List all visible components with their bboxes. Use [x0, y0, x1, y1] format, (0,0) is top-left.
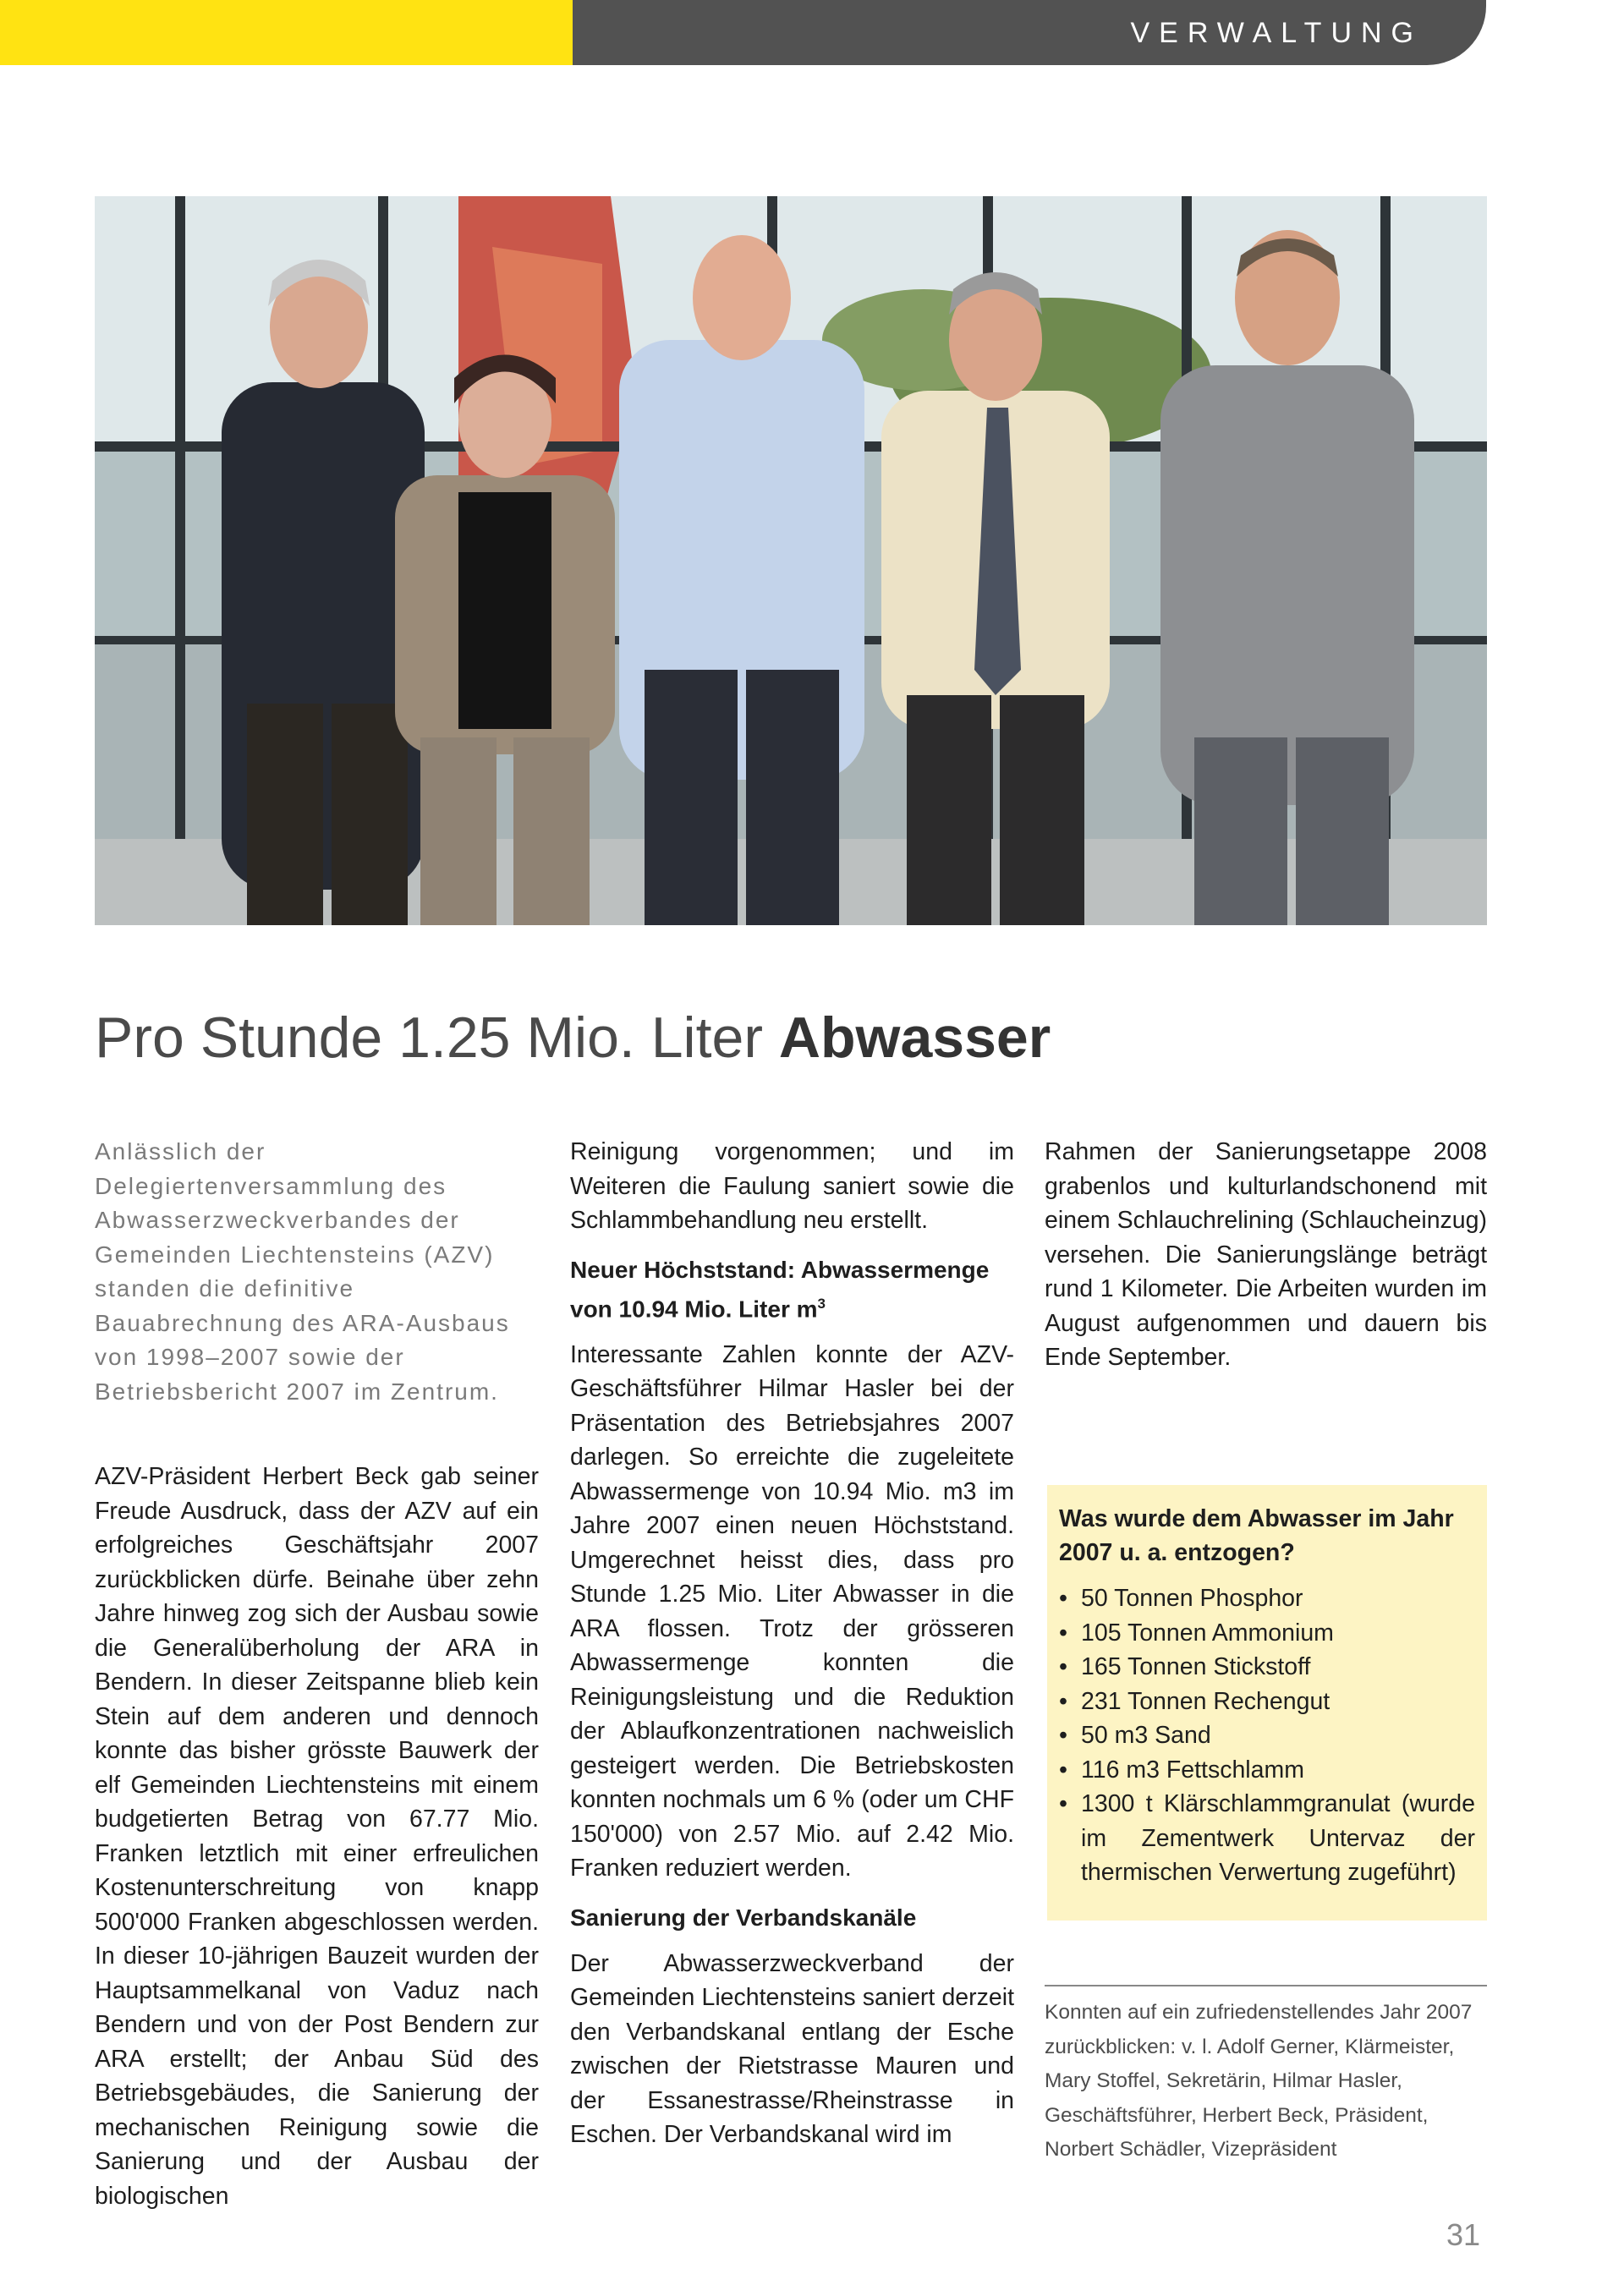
list-item: • 116 m3 Fettschlamm: [1059, 1753, 1475, 1788]
article-body-1: AZV-Präsident Herbert Beck gab seiner Freude Ausdruck, dass der AZV auf ein erfolgreiches Geschäftsjahr 2007 zurückblicken dürfe. Beinahe über zehn Jahre hinweg zog sich der Ausbau sowie die Generalüberholung der ARA in Bendern. In dieser Zeitspanne blieb kein Stein auf dem anderen und dennoch konnte das bisher grösste Bauwerk der elf Gemeinden Liechtensteins mit einem budgetierten Betrag von 67.77 Mio. Franken letztlich mit einer erfreulichen Kostenunterschreitung von knapp 500'000 Franken abgeschlossen werden. In dieser 10-jährigen Bauzeit wurden der Hauptsammelkanal von Vaduz nach Bendern und von der Post Bendern zur ARA erstellt; der Anbau Süd des Betriebsgebäudes, die Sanierung der mechanischen Reinigung sowie die Sanierung und der Ausbau der biologischen: [95, 1463, 539, 2210]
article-title: [95, 1005, 1051, 1071]
bullet: •: [1059, 1722, 1067, 1749]
article-body-4: Der Abwasserzweckverband der Gemeinden Liechtensteins saniert derzeit den Verbandskanal entlang der Esche zwischen der Rietstrasse Mauren und der Essanestrasse/Rheinstrasse in Eschen. Der Verbandskanal wird im: [570, 1949, 1014, 2149]
list-item: • 50 Tonnen Phosphor: [1059, 1581, 1475, 1616]
photo-caption: Konnten auf ein zufriedenstellendes Jahr 2007 zurückblicken: v. l. Adolf Gerner, Klärmeister, Mary Stoffel, Sekretärin, Hilmar Hasler, Geschäftsführer, Herbert Beck, Präsident, Norbert Schädler, Vizepräsident: [1045, 2001, 1473, 2161]
column-2: [570, 1135, 1014, 2152]
bullet: •: [1059, 1619, 1067, 1647]
info-box-title: Was wurde dem Abwasser im Jahr 2007 u. a. entzogen?: [1059, 1505, 1454, 1566]
bullet: •: [1059, 1790, 1067, 1817]
article-body-5: Rahmen der Sanierungsetappe 2008 grabenlos und kulturlandschonend mit einem Schlauchrelining (Schlaucheinzug) versehen. Die Sanierungslänge beträgt rund 1 Kilometer. Die Arbeiten wurden im August aufgenommen und dauern bis Ende September.: [1045, 1138, 1487, 1371]
article-title-light: Pro Stunde 1.25 Mio. Liter: [95, 1006, 779, 1070]
bullet: •: [1059, 1756, 1067, 1784]
subheading-hoechststand-text: Neuer Höchststand: Abwassermenge von 10.94 Mio. Liter m: [570, 1256, 990, 1322]
article-lead: Anlässlich der Delegiertenversammlung des Abwasserzweckverbandes der Gemeinden Liechtensteins (AZV) standen die definitive Bauabrechnung des ARA-Ausbaus von 1998–2007 sowie der Betriebsbericht 2007 im Zentrum.: [95, 1138, 510, 1405]
info-box-list: [1059, 1581, 1475, 1890]
bullet: •: [1059, 1687, 1067, 1715]
list-item: • 105 Tonnen Ammonium: [1059, 1616, 1475, 1651]
article-body-2: Reinigung vorgenommen; und im Weiteren die Faulung saniert sowie die Schlammbehandlung neu erstellt.: [570, 1138, 1014, 1234]
list-item: • 50 m3 Sand: [1059, 1718, 1475, 1753]
list-item: • 231 Tonnen Rechengut: [1059, 1685, 1475, 1719]
page-number: 31: [1446, 2217, 1480, 2252]
list-item: • 1300 t Klärschlammgranulat (wurde im Zementwerk Untervaz der thermischen Verwertung zugeführt): [1059, 1787, 1475, 1890]
article-title-bold: Abwasser: [778, 1006, 1051, 1070]
header-section-bar: [573, 0, 1486, 65]
article-body-3: Interessante Zahlen konnte der AZV-Geschäftsführer Hilmar Hasler bei der Präsentation des Betriebsjahres 2007 darlegen. So erreichte die zugeleitete Abwassermenge von 10.94 Mio. m3 im Jahre 2007 einen neuen Höchststand. Umgerechnet heisst dies, dass pro Stunde 1.25 Mio. Liter Abwasser in die ARA flossen. Trotz der grösseren Abwassermenge konnten die Reinigungsleistung und die Reduktion der Ablaufkonzentrationen nachweislich gesteigert werden. Die Betriebskosten konnten nochmals um 6 % (oder um CHF 150'000) von 2.57 Mio. auf 2.42 Mio. Franken reduziert werden.: [570, 1340, 1014, 1882]
bullet: •: [1059, 1653, 1067, 1680]
subheading-superscript: 3: [817, 1295, 826, 1312]
info-box: [1047, 1485, 1487, 1921]
group-photo-illustration: [95, 196, 1487, 925]
list-item: • 165 Tonnen Stickstoff: [1059, 1650, 1475, 1685]
subheading-hoechststand: [570, 1253, 1014, 1326]
caption-divider: [1045, 1985, 1487, 1986]
subheading-sanierung: Sanierung der Verbandskanäle: [570, 1904, 917, 1931]
column-3: [1045, 1135, 1487, 1375]
column-1: [95, 1135, 539, 2213]
section-label: VERWALTUNG: [1130, 17, 1423, 49]
group-photo: [95, 196, 1487, 925]
bullet: •: [1059, 1585, 1067, 1612]
header-accent-bar: [0, 0, 573, 65]
